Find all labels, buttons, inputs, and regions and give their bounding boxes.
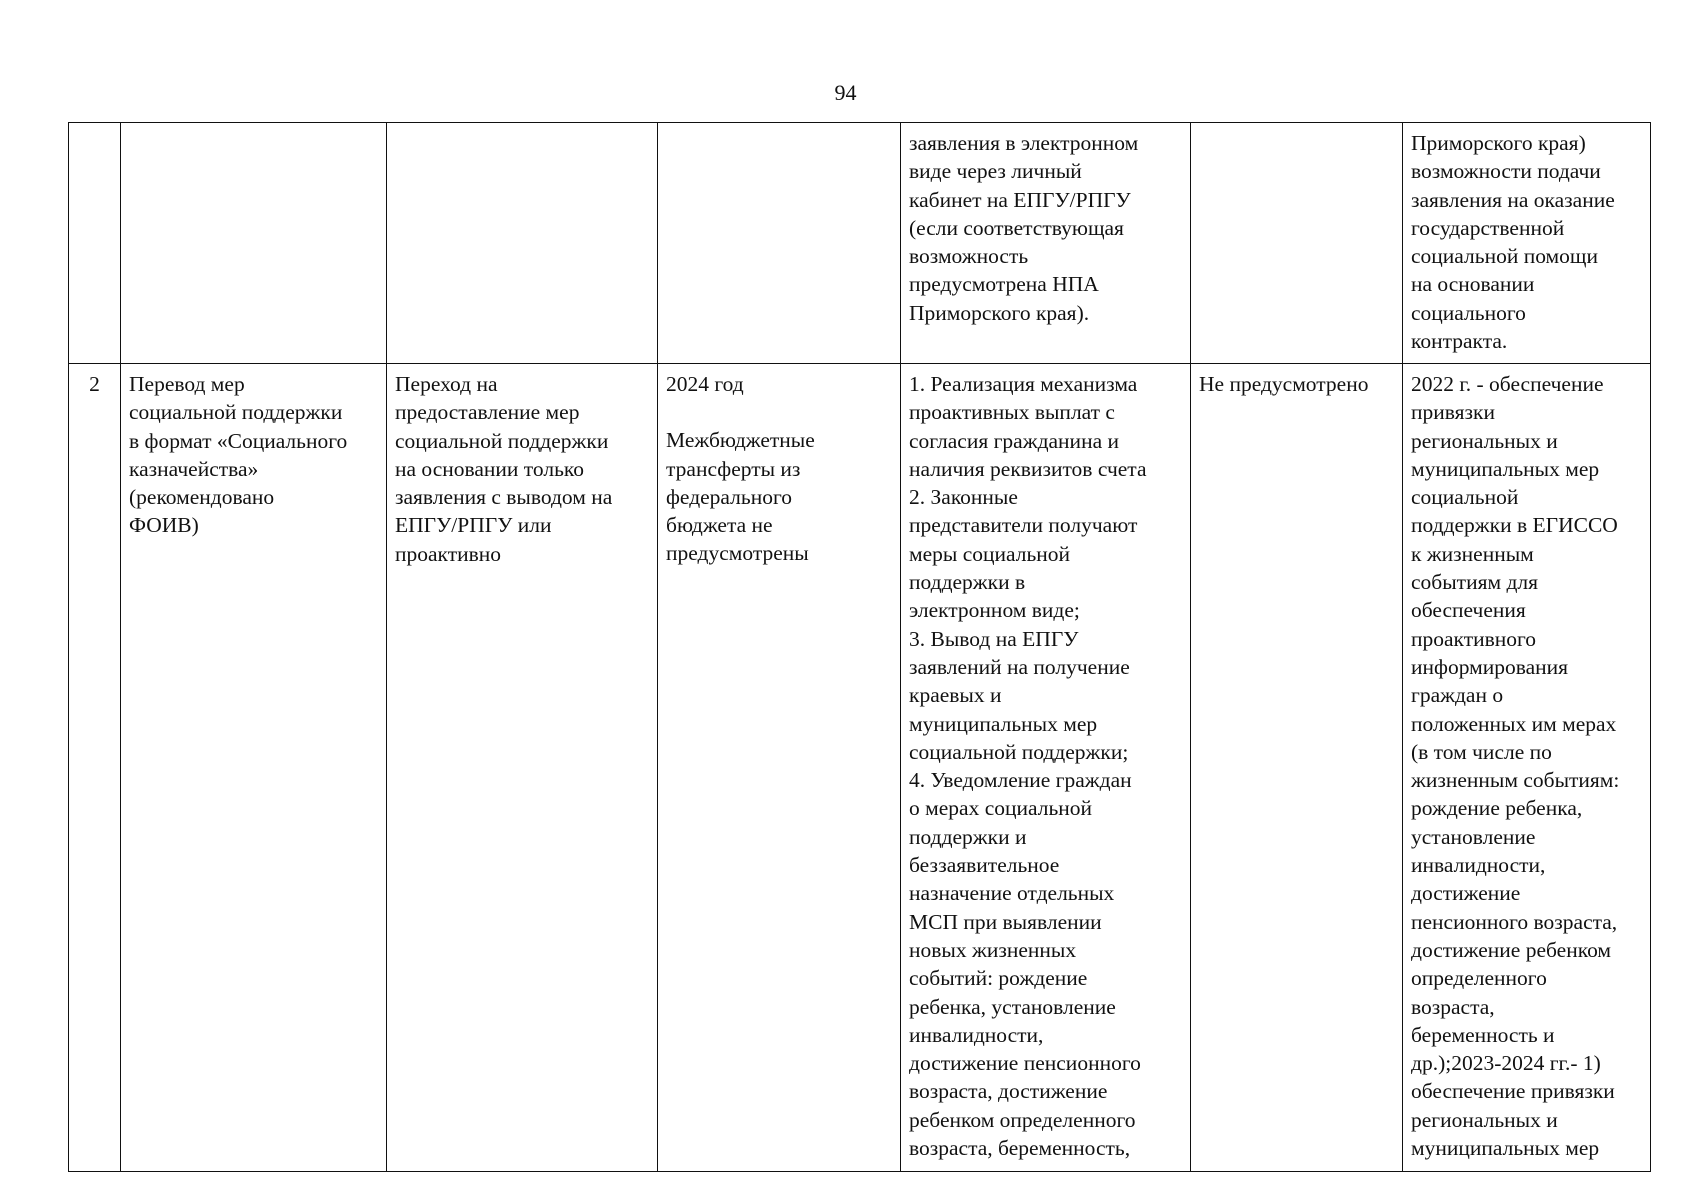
- text-line: назначение отдельных: [909, 881, 1115, 906]
- text-line: МСП при выявлении: [909, 909, 1102, 934]
- text-line: ребенком определенного: [909, 1107, 1136, 1132]
- row-number-cell: 2: [69, 364, 121, 1172]
- goal-cell: [387, 364, 658, 1172]
- text-line: социальной поддержки;: [909, 739, 1129, 764]
- text-line: социальной: [1411, 485, 1519, 510]
- measure-cell: [121, 123, 387, 364]
- text-line: граждан о: [1411, 683, 1504, 708]
- text-line: муниципальных мер: [1411, 1136, 1600, 1161]
- text-line: привязки: [1411, 400, 1495, 425]
- text-line: рождение ребенка,: [1411, 796, 1583, 821]
- text-line: Межбюджетные: [666, 428, 815, 453]
- text-line: жизненным событиям:: [1411, 768, 1620, 793]
- text-line: бюджета не: [666, 513, 773, 538]
- text-line: заявлений на получение: [909, 654, 1130, 679]
- text-line: контракта.: [1411, 329, 1508, 354]
- steps-cell: [901, 364, 1191, 1172]
- result-cell: [1403, 123, 1651, 364]
- text-line: 4. Уведомление граждан: [909, 768, 1132, 793]
- financing-text: [666, 426, 892, 567]
- text-line: электронном виде;: [909, 598, 1080, 623]
- text-line: Перевод мер: [129, 372, 245, 396]
- text-line: 3. Вывод на ЕПГУ: [909, 626, 1079, 651]
- term-cell: [658, 123, 901, 364]
- text-line: определенного: [1411, 966, 1547, 991]
- text-line: предусмотрена НПА: [909, 272, 1099, 297]
- text-line: возможности подачи: [1411, 159, 1601, 184]
- text-line: Не предусмотрено: [1199, 372, 1369, 396]
- text-line: ФОИВ): [129, 513, 199, 538]
- text-line: предусмотрены: [666, 541, 809, 566]
- text-line: поддержки и: [909, 824, 1027, 849]
- text-line: событиям для: [1411, 570, 1539, 595]
- text-line: Переход на: [395, 372, 498, 396]
- text-line: (в том числе по: [1411, 739, 1552, 764]
- text-line: проактивно: [395, 541, 502, 566]
- text-line: проактивного: [1411, 626, 1537, 651]
- goal-cell: [387, 123, 658, 364]
- npa-cell: [1191, 364, 1403, 1172]
- text-line: пенсионного возраста,: [1411, 909, 1618, 934]
- text-line: положенных им мерах: [1411, 711, 1617, 736]
- text-line: Приморского края): [1411, 131, 1586, 155]
- text-line: поддержки в ЕГИССО: [1411, 513, 1618, 538]
- text-line: наличия реквизитов счета: [909, 456, 1147, 481]
- table-row: [69, 123, 1651, 364]
- text-line: новых жизненных: [909, 937, 1077, 962]
- text-line: социальной поддержки: [129, 400, 343, 425]
- text-line: социальной поддержки: [395, 428, 609, 453]
- text-line: 2022 г. - обеспечение: [1411, 372, 1604, 396]
- text-line: муниципальных мер: [1411, 456, 1600, 481]
- npa-cell: [1191, 123, 1403, 364]
- text-line: ЕПГУ/РПГУ или: [395, 513, 552, 538]
- term-text: [666, 370, 892, 398]
- text-line: инвалидности,: [1411, 853, 1546, 878]
- text-line: меры социальной: [909, 541, 1071, 566]
- text-line: социальной помощи: [1411, 244, 1598, 269]
- measure-cell: [121, 364, 387, 1172]
- text-line: возраста,: [1411, 994, 1495, 1019]
- text-line: на основании только: [395, 456, 585, 481]
- text-line: достижение ребенком: [1411, 937, 1612, 962]
- text-line: виде через личный: [909, 159, 1082, 184]
- text-line: (рекомендовано: [129, 485, 275, 510]
- table-row: [69, 364, 1651, 1172]
- text-line: предоставление мер: [395, 400, 580, 425]
- text-line: социального: [1411, 300, 1526, 325]
- text-line: обеспечения: [1411, 598, 1526, 623]
- text-line: поддержки в: [909, 570, 1026, 595]
- text-line: заявления с выводом на: [395, 485, 613, 510]
- term-cell: [658, 364, 901, 1172]
- text-line: муниципальных мер: [909, 711, 1098, 736]
- text-line: федерального: [666, 484, 792, 509]
- text-line: возраста, достижение: [909, 1079, 1108, 1104]
- text-line: о мерах социальной: [909, 796, 1093, 821]
- text-line: краевых и: [909, 683, 1002, 708]
- result-cell: [1403, 364, 1651, 1172]
- text-line: беззаявительное: [909, 853, 1060, 878]
- text-line: заявления в электронном: [909, 131, 1139, 155]
- text-line: региональных и: [1411, 428, 1558, 453]
- text-line: (если соответствующая: [909, 215, 1124, 240]
- text-line: трансферты из: [666, 456, 801, 481]
- text-line: к жизненным: [1411, 541, 1534, 566]
- text-line: возможность: [909, 244, 1029, 269]
- text-line: проактивных выплат с: [909, 400, 1115, 425]
- text-line: достижение пенсионного: [909, 1051, 1141, 1076]
- text-line: возраста, беременность,: [909, 1136, 1131, 1161]
- document-table: [68, 122, 1651, 1172]
- steps-cell: [901, 123, 1191, 364]
- text-line: согласия гражданина и: [909, 428, 1119, 453]
- text-line: 1. Реализация механизма: [909, 372, 1138, 396]
- text-line: Приморского края).: [909, 300, 1090, 325]
- page-number: 94: [834, 80, 857, 105]
- text-line: кабинет на ЕПГУ/РПГУ: [909, 187, 1131, 212]
- text-line: региональных и: [1411, 1107, 1558, 1132]
- text-line: представители получают: [909, 513, 1138, 538]
- text-line: в формат «Социального: [129, 428, 348, 453]
- text-line: инвалидности,: [909, 1022, 1044, 1047]
- text-line: ребенка, установление: [909, 994, 1116, 1019]
- text-line: заявления на оказание: [1411, 187, 1615, 212]
- row-number-cell: [69, 123, 121, 364]
- text-line: 2. Законные: [909, 485, 1018, 510]
- text-line: др.);2023-2024 гг.- 1): [1411, 1051, 1601, 1076]
- text-line: государственной: [1411, 215, 1565, 240]
- text-line: казначейства»: [129, 456, 259, 481]
- text-line: событий: рождение: [909, 966, 1088, 991]
- text-line: установление: [1411, 824, 1536, 849]
- text-line: обеспечение привязки: [1411, 1079, 1615, 1104]
- text-line: беременность и: [1411, 1022, 1555, 1047]
- text-line: 2024 год: [666, 372, 744, 396]
- text-line: информирования: [1411, 654, 1569, 679]
- text-line: на основании: [1411, 272, 1535, 297]
- text-line: достижение: [1411, 881, 1521, 906]
